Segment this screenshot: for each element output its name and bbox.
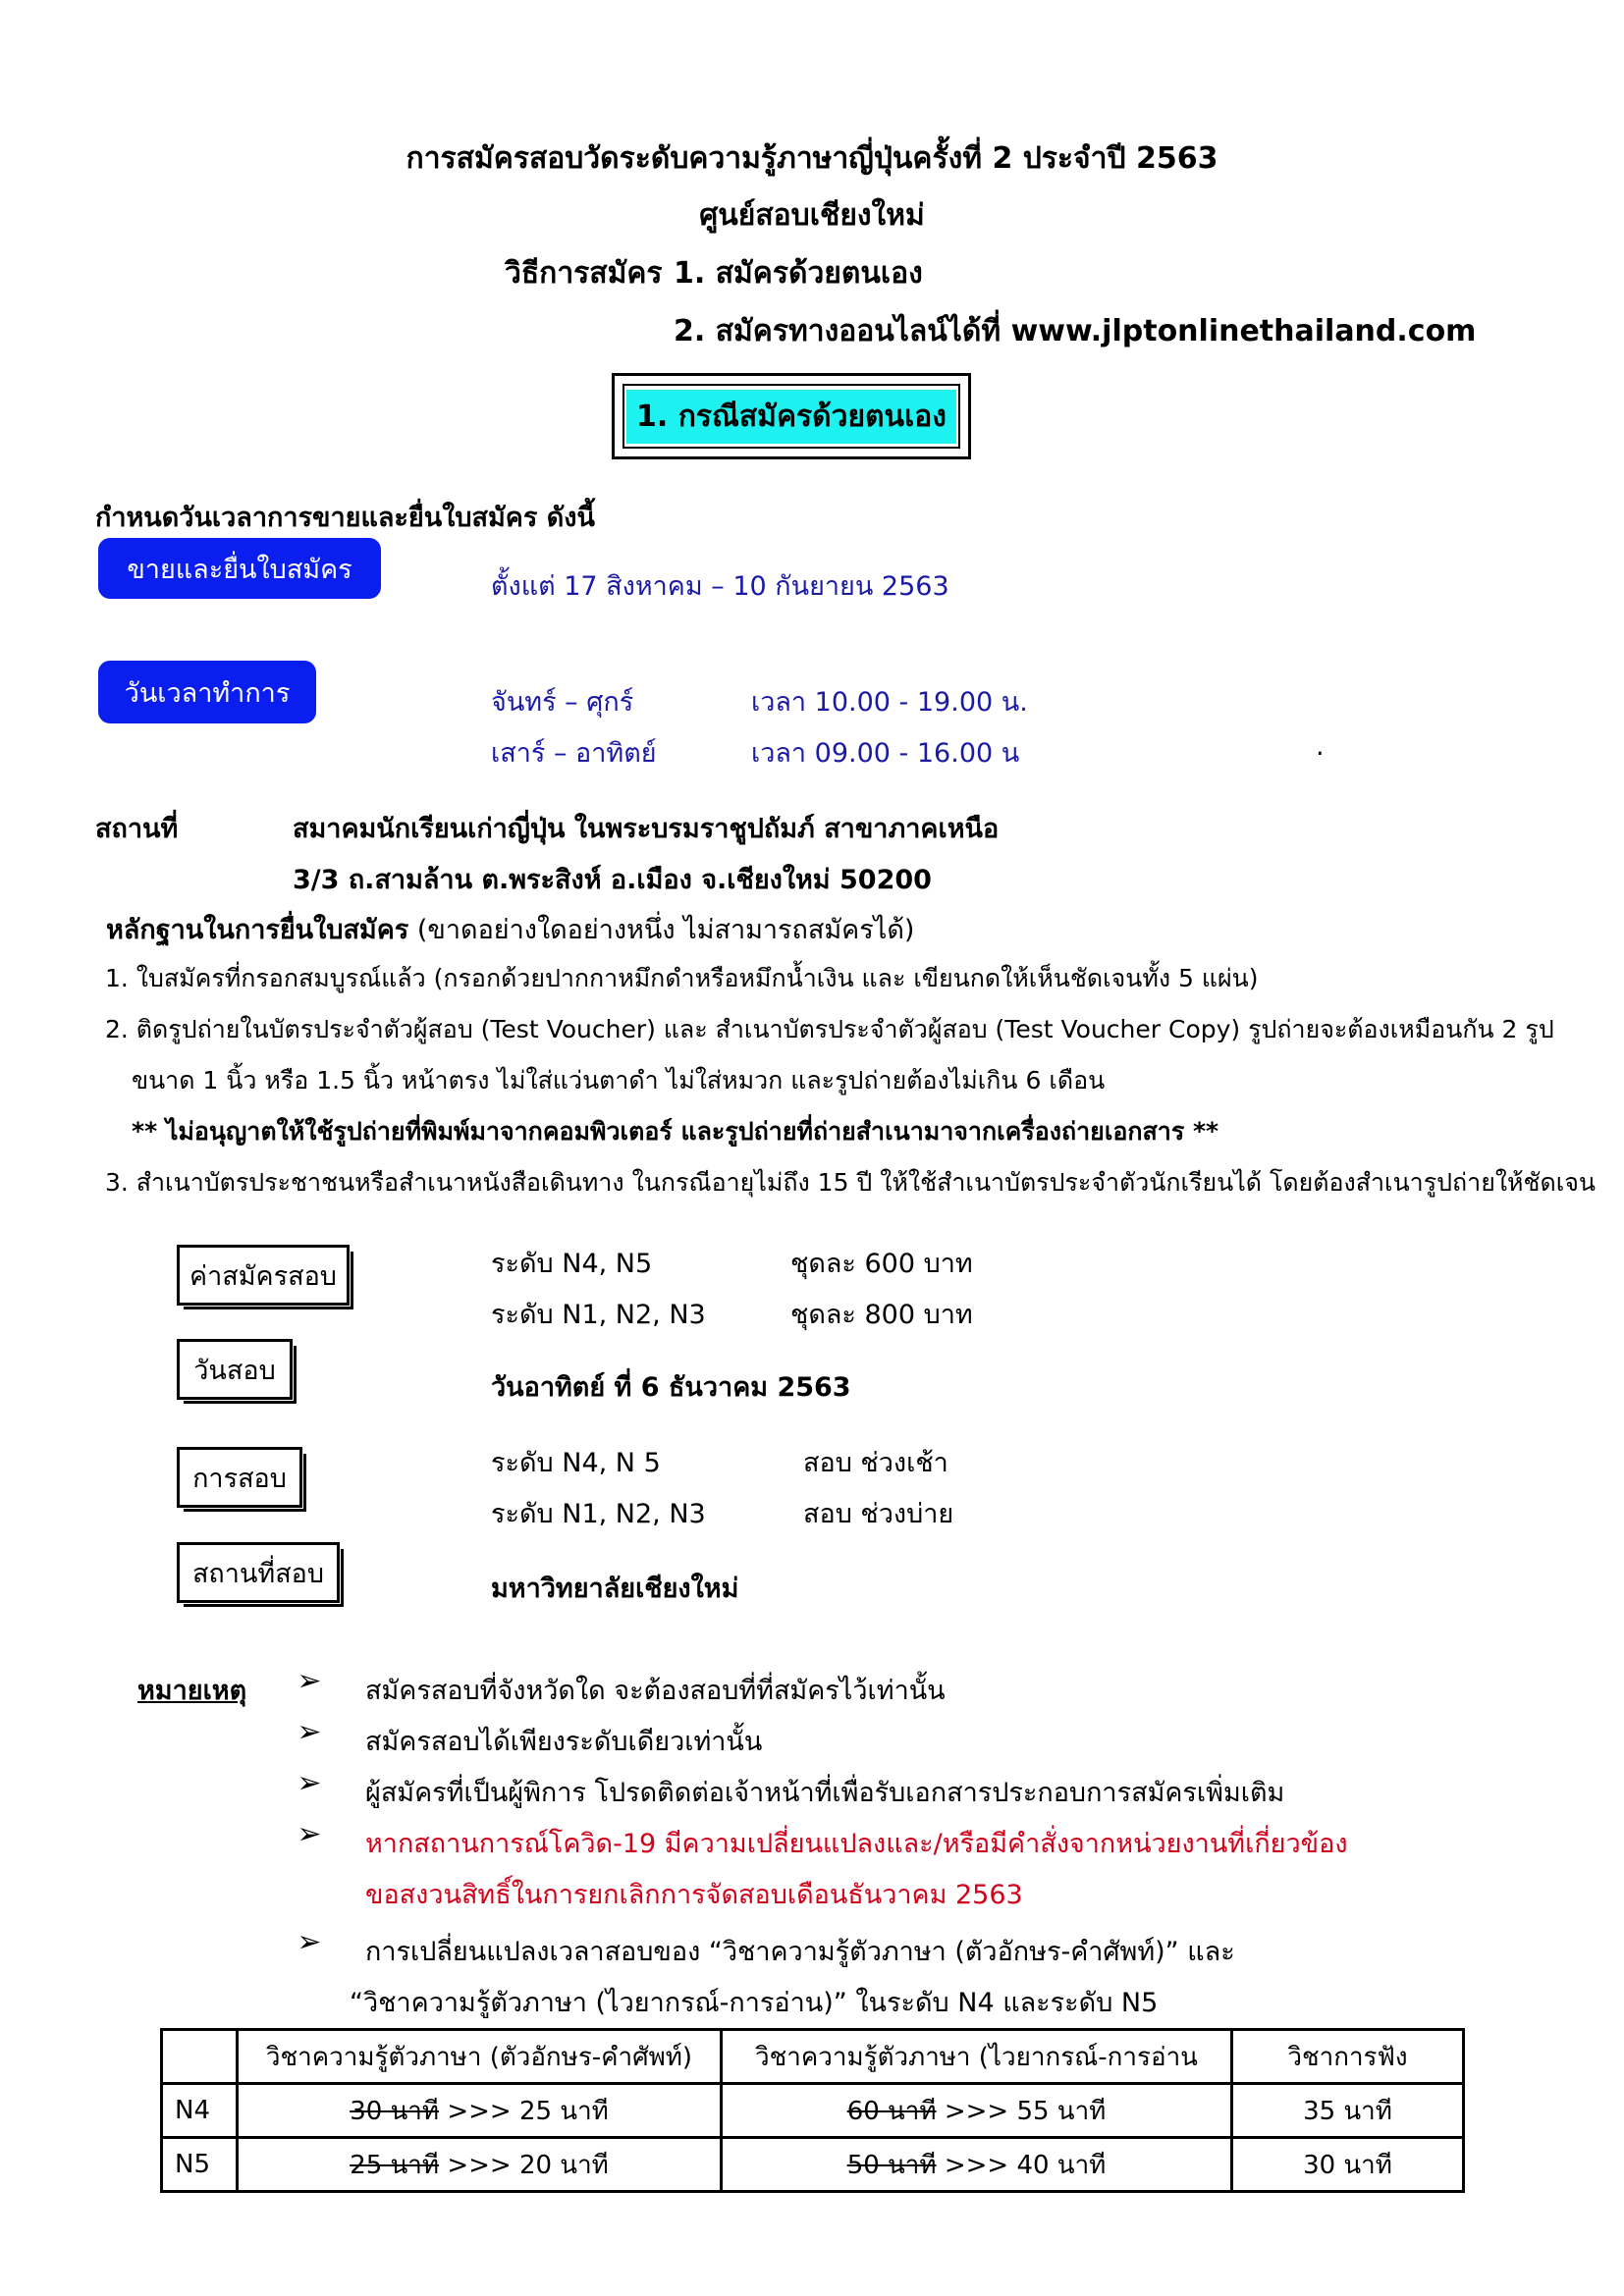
evidence-item-2c: ** ไม่อนุญาตให้ใช้รูปถ่ายที่พิมพ์มาจากคอมพิวเตอร์ และรูปถ่ายที่ถ่ายสำเนามาจากเครื่องถ่ายเอกสาร ** <box>132 1117 1219 1146</box>
sale-label-pill: ขายและยื่นใบสมัคร <box>98 538 381 599</box>
fee-label: ค่าสมัครสอบ <box>189 1260 337 1292</box>
note-4a: หากสถานการณ์โควิด-19 มีความเปลี่ยนแปลงและ/หรือมีคำสั่งจากหน่วยงานที่เกี่ยวข้อง <box>365 1829 1348 1859</box>
exam-row2-level: ระดับ N1, N2, N3 <box>491 1499 706 1529</box>
doc-title: การสมัครสอบวัดระดับความรู้ภาษาญี่ปุ่นครั้งที่ 2 ประจำปี 2563 <box>406 141 1218 176</box>
table-header-cell <box>162 2030 238 2084</box>
schedule-intro: กำหนดวันเวลาการขายและยื่นใบสมัคร ดังนี้ <box>95 503 595 533</box>
method-1: 1. สมัครด้วยตนเอง <box>674 256 923 291</box>
note-5b: “วิชาความรู้ตัวภาษา (ไวยากรณ์-การอ่าน)” ในระดับ N4 และระดับ N5 <box>350 1988 1159 2018</box>
table-cell-level: N4 <box>162 2084 238 2138</box>
exam-row1-level: ระดับ N4, N 5 <box>491 1448 661 1478</box>
arrow-bullet-icon: ➢ <box>297 1664 322 1698</box>
venue-line-1: สมาคมนักเรียนเก่าญี่ปุ่น ในพระบรมราชูปถัมภ์ สาขาภาคเหนือ <box>293 814 1000 844</box>
exam-place-label: สถานที่สอบ <box>191 1558 325 1589</box>
table-cell <box>722 2138 1232 2192</box>
new-time: >>> 20 นาที <box>439 2150 609 2180</box>
note-2: สมัครสอบได้เพียงระดับเดียวเท่านั้น <box>365 1727 763 1757</box>
arrow-bullet-icon: ➢ <box>297 1715 322 1749</box>
exam-date-value: วันอาทิตย์ ที่ 6 ธันวาคม 2563 <box>491 1372 851 1403</box>
weekday-time: เวลา 10.00 - 19.00 น. <box>751 687 1028 718</box>
exam-row1-time: สอบ ช่วงเช้า <box>803 1448 948 1478</box>
new-time: >>> 25 นาที <box>439 2096 609 2126</box>
note-3: ผู้สมัครที่เป็นผู้พิการ โปรดติดต่อเจ้าหน้าที่เพื่อรับเอกสารประกอบการสมัครเพิ่มเติม <box>365 1778 1285 1808</box>
exam-label-box <box>177 1447 302 1508</box>
method-label: วิธีการสมัคร <box>505 256 663 291</box>
table-header-cell: วิชาความรู้ตัวภาษา (ตัวอักษร-คำศัพท์) <box>238 2030 722 2084</box>
new-time: >>> 40 นาที <box>936 2150 1107 2180</box>
table-cell <box>722 2084 1232 2138</box>
exam-date-label-box <box>177 1339 293 1400</box>
venue-line-2: 3/3 ถ.สามล้าน ต.พระสิงห์ อ.เมือง จ.เชียงใหม่ 50200 <box>293 865 932 895</box>
section-title: 1. กรณีสมัครด้วยตนเอง <box>626 390 956 444</box>
method-2: 2. สมัครทางออนไลน์ได้ที่ www.jlptonlinethailand.com <box>674 314 1477 348</box>
old-time: 25 นาที <box>350 2150 440 2180</box>
evidence-heading-note: (ขาดอย่างใดอย่างหนึ่ง ไม่สามารถสมัครได้) <box>408 915 915 945</box>
new-time: >>> 55 นาที <box>936 2096 1107 2126</box>
old-time: 30 นาที <box>350 2096 440 2126</box>
evidence-heading-bold: หลักฐานในการยื่นใบสมัคร <box>106 915 409 945</box>
arrow-bullet-icon: ➢ <box>297 1817 322 1851</box>
exam-time-table <box>160 2028 1465 2193</box>
note-5a: การเปลี่ยนแปลงเวลาสอบของ “วิชาความรู้ตัวภาษา (ตัวอักษร-คำศัพท์)” และ <box>365 1937 1235 1967</box>
weekend-label: เสาร์ – อาทิตย์ <box>491 738 657 769</box>
table-row <box>162 2084 1464 2138</box>
table-row <box>162 2138 1464 2192</box>
evidence-item-2b: ขนาด 1 นิ้ว หรือ 1.5 นิ้ว หน้าตรง ไม่ใส่แว่นตาดำ ไม่ใส่หมวก และรูปถ่ายต้องไม่เกิน 6 เดือน <box>132 1066 1106 1095</box>
evidence-item-2a: 2. ติดรูปถ่ายในบัตรประจำตัวผู้สอบ (Test Voucher) และ สำเนาบัตรประจำตัวผู้สอบ (Test Voucher Copy) รูปถ่ายจะต้องเหมือนกัน 2 รูป <box>105 1015 1554 1043</box>
table-cell: 35 นาที <box>1232 2084 1464 2138</box>
fee-row2-price: ชุดละ 800 บาท <box>790 1300 973 1330</box>
old-time: 50 นาที <box>846 2150 937 2180</box>
fee-row1-price: ชุดละ 600 บาท <box>790 1249 973 1279</box>
fee-label-box <box>177 1245 350 1306</box>
evidence-heading <box>106 908 914 950</box>
note-4b: ขอสงวนสิทธิ์ในการยกเลิกการจัดสอบเดือนธันวาคม 2563 <box>365 1880 1023 1910</box>
old-time: 60 นาที <box>846 2096 937 2126</box>
doc-subtitle: ศูนย์สอบเชียงใหม่ <box>699 198 925 233</box>
evidence-item-1: 1. ใบสมัครที่กรอกสมบูรณ์แล้ว (กรอกด้วยปากกาหมึกดำหรือหมึกน้ำเงิน และ เขียนกดให้เห็นชัดเจนทั้ง 5 แผ่น) <box>105 964 1259 992</box>
exam-row2-time: สอบ ช่วงบ่าย <box>803 1499 954 1529</box>
table-cell <box>238 2138 722 2192</box>
weekend-time: เวลา 09.00 - 16.00 น <box>751 738 1020 769</box>
note-1: สมัครสอบที่จังหวัดใด จะต้องสอบที่ที่สมัครไว้เท่านั้น <box>365 1676 946 1706</box>
weekday-label: จันทร์ – ศุกร์ <box>491 687 634 718</box>
table-header-cell: วิชาความรู้ตัวภาษา (ไวยากรณ์-การอ่าน <box>722 2030 1232 2084</box>
table-cell-level: N5 <box>162 2138 238 2192</box>
venue-label: สถานที่ <box>95 814 179 844</box>
office-label-pill: วันเวลาทำการ <box>98 661 316 723</box>
evidence-item-3: 3. สำเนาบัตรประชาชนหรือสำเนาหนังสือเดินทาง ในกรณีอายุไม่ถึง 15 ปี ให้ใช้สำเนาบัตรประจำตัวนักเรียนได้ โดยต้องสำเนารูปถ่ายให้ชัดเจน <box>105 1168 1597 1197</box>
table-cell <box>238 2084 722 2138</box>
sale-dates: ตั้งแต่ 17 สิงหาคม – 10 กันยายน 2563 <box>491 571 949 602</box>
table-cell: 30 นาที <box>1232 2138 1464 2192</box>
exam-label: การสอบ <box>192 1463 287 1494</box>
notes-label: หมายเหตุ <box>137 1676 247 1706</box>
stray-dot: . <box>1316 731 1325 762</box>
fee-row2-level: ระดับ N1, N2, N3 <box>491 1300 706 1330</box>
table-header-row <box>162 2030 1464 2084</box>
section-title-box <box>612 373 971 459</box>
exam-place-label-box <box>177 1542 340 1603</box>
arrow-bullet-icon: ➢ <box>297 1766 322 1800</box>
fee-row1-level: ระดับ N4, N5 <box>491 1249 653 1279</box>
exam-place-value: มหาวิทยาลัยเชียงใหม่ <box>491 1574 739 1604</box>
exam-date-label: วันสอบ <box>193 1355 276 1386</box>
arrow-bullet-icon: ➢ <box>297 1925 322 1959</box>
table-header-cell: วิชาการฟัง <box>1232 2030 1464 2084</box>
